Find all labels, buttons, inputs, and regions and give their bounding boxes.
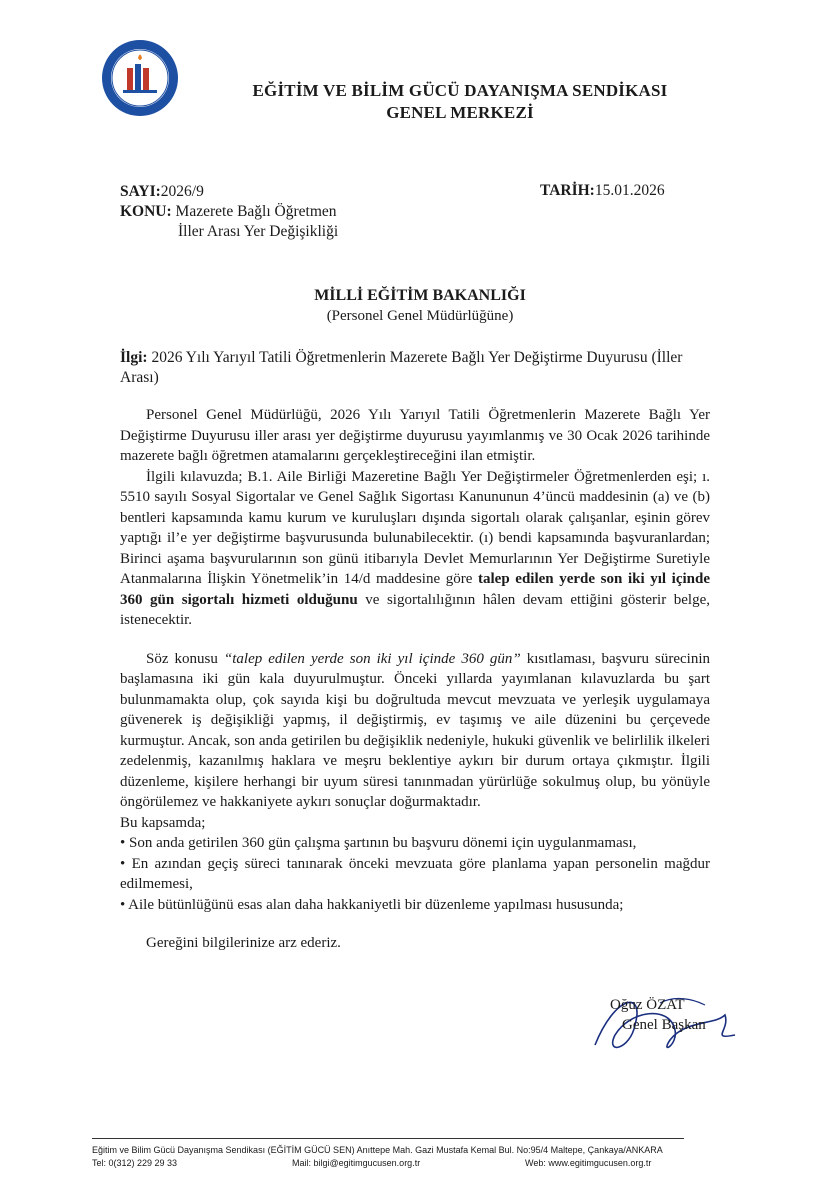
addressee (120, 286, 720, 326)
letter-footer (92, 1144, 692, 1170)
footer-website: Web: www.egitimgucusen.org.tr (525, 1158, 652, 1168)
reference-line (120, 348, 710, 388)
paragraph-3-text-b: kısıtlaması, başvuru sürecinin başlamasına iki gün kala duyurulmuştur. Önceki yıllarda yayımlanan kılavuzlarda bu şart bulunmamakta olup, çok sayıda kişi bu doğrultuda mevcut mevzuata ve yerleşik uygulamaya güvenerek iş değişikliği yapmış, il değiştirmiş, ev taşımış ve aile düzenini bu çerçevede kurmuştur. Ancak, son anda getirilen bu değişiklik nedeniyle, hukuki güvenlik ve belirlilik ilkeleri zedelenmiş, kazanılmış haklara ve meşru beklentiye aykırı bir durum ortaya çıkmıştır. İlgili düzenleme, kişilere herhangi bir uyum süresi tanınmadan yürürlüğe sokulmuş olup, bu yönüyle öngörülemez ve hakkaniyete aykırı sonuçlar doğurmaktadır. (120, 650, 711, 810)
paragraph-3-text-a: Söz konusu (146, 650, 218, 667)
list-item: • En azından geçiş süreci tanınarak önceki mevzuata göre planlama yapan personelin mağdur edilmemesi, (120, 855, 710, 892)
signatory-title: Genel Başkan (622, 1017, 706, 1033)
footer-divider (92, 1138, 684, 1139)
footer-email: Mail: bilgi@egitimgucusen.org.tr (292, 1158, 421, 1168)
letter-body (120, 405, 710, 954)
organization-name: EĞİTİM VE BİLİM GÜCÜ DAYANIŞMA SENDİKASI (252, 81, 668, 100)
signatory-name: Oğuz ÖZAT (610, 997, 685, 1013)
signature-block (610, 995, 706, 1035)
organization-unit: GENEL MERKEZİ (386, 103, 534, 122)
paragraph-2 (120, 467, 710, 631)
konu-line-1: Mazerete Bağlı Öğretmen (175, 203, 337, 220)
paragraph-4: Bu kapsamda; (120, 814, 206, 831)
sayi-label: SAYI: (120, 183, 161, 200)
paragraph-3 (120, 649, 710, 813)
addressee-ministry: MİLLİ EĞİTİM BAKANLIĞI (314, 287, 526, 304)
ilgi-label: İlgi: (120, 349, 148, 366)
paragraph-2-text-a: İlgili kılavuzda; B.1. Aile Birliği Mazeretine Bağlı Yer Değiştirmeler Öğretmenlerden eşi; ı. 5510 sayılı Sosyal Sigortalar ve Genel Sağlık Sigortası Kanununun 4’üncü maddesinin (a) ve (b) bentleri kapsamında kamu kurum ve kuruluşları dışında sigortalı olarak çalışanlar, eşinin görev yaptığı il’e yer değiştirme başvurusunda bulunabilecektir. (ı) bendi kapsamında başvuranlardan; Birinci aşama başvurularının son günü itibarıyla Devlet Memurlarının Yer Değiştirme Suretiyle Atanmalarına İlişkin Yönetmelik’in 14/d maddesine göre (120, 468, 710, 587)
tarih-label: TARİH: (540, 182, 595, 199)
sayi-value: 2026/9 (160, 183, 204, 200)
konu-line-2: İller Arası Yer Değişikliği (178, 223, 339, 240)
ilgi-text: 2026 Yılı Yarıyıl Tatili Öğretmenlerin Mazerete Bağlı Yer Değiştirme Duyurusu (İller Arası) (120, 349, 683, 386)
closing-line: Gereğini bilgilerinize arz ederiz. (146, 935, 341, 951)
paragraph-2-emphasis: talep edilen yerde son iki yıl içinde 360 gün sigortalı hizmeti olduğunu (120, 571, 711, 608)
paragraph-3-quote: “talep edilen yerde son iki yıl içinde 360 gün” (223, 650, 521, 667)
footer-phone: Tel: 0(312) 229 29 33 (92, 1158, 178, 1168)
union-logo (100, 38, 180, 118)
list-item: • Son anda getirilen 360 gün çalışma şartının bu başvuru dönemi için uygulanmaması, (120, 835, 637, 851)
konu-label: KONU: (120, 203, 172, 220)
addressee-department: (Personel Genel Müdürlüğüne) (326, 308, 514, 324)
paragraph-1: Personel Genel Müdürlüğü, 2026 Yılı Yarıyıl Tatili Öğretmenlerin Mazerete Bağlı Yer Değiştirme Duyurusu iller arası yer değiştirme duyurusu yayımlanmış ve 30 Ocak 2026 tarihinde mazerete bağlı öğretmen atamalarını gerçekleştireceğini ilan etmiştir. (120, 407, 710, 464)
paragraph-2-text-b: ve sigortalılığının hâlen devam ettiğini gösterir belge, istenecektir. (120, 591, 710, 628)
organization-title (210, 80, 710, 124)
tarih-value: 15.01.2026 (594, 182, 665, 199)
date-block (540, 182, 665, 200)
list-item: • Aile bütünlüğünü esas alan daha hakkaniyetli bir düzenleme yapılması hususunda; (120, 896, 624, 913)
footer-address: Eğitim ve Bilim Gücü Dayanışma Sendikası (EĞİTİM GÜCÜ SEN) Anıttepe Mah. Gazi Mustafa Kemal Bul. No:95/4 Maltepe, Çankaya/ANKARA (92, 1145, 663, 1155)
